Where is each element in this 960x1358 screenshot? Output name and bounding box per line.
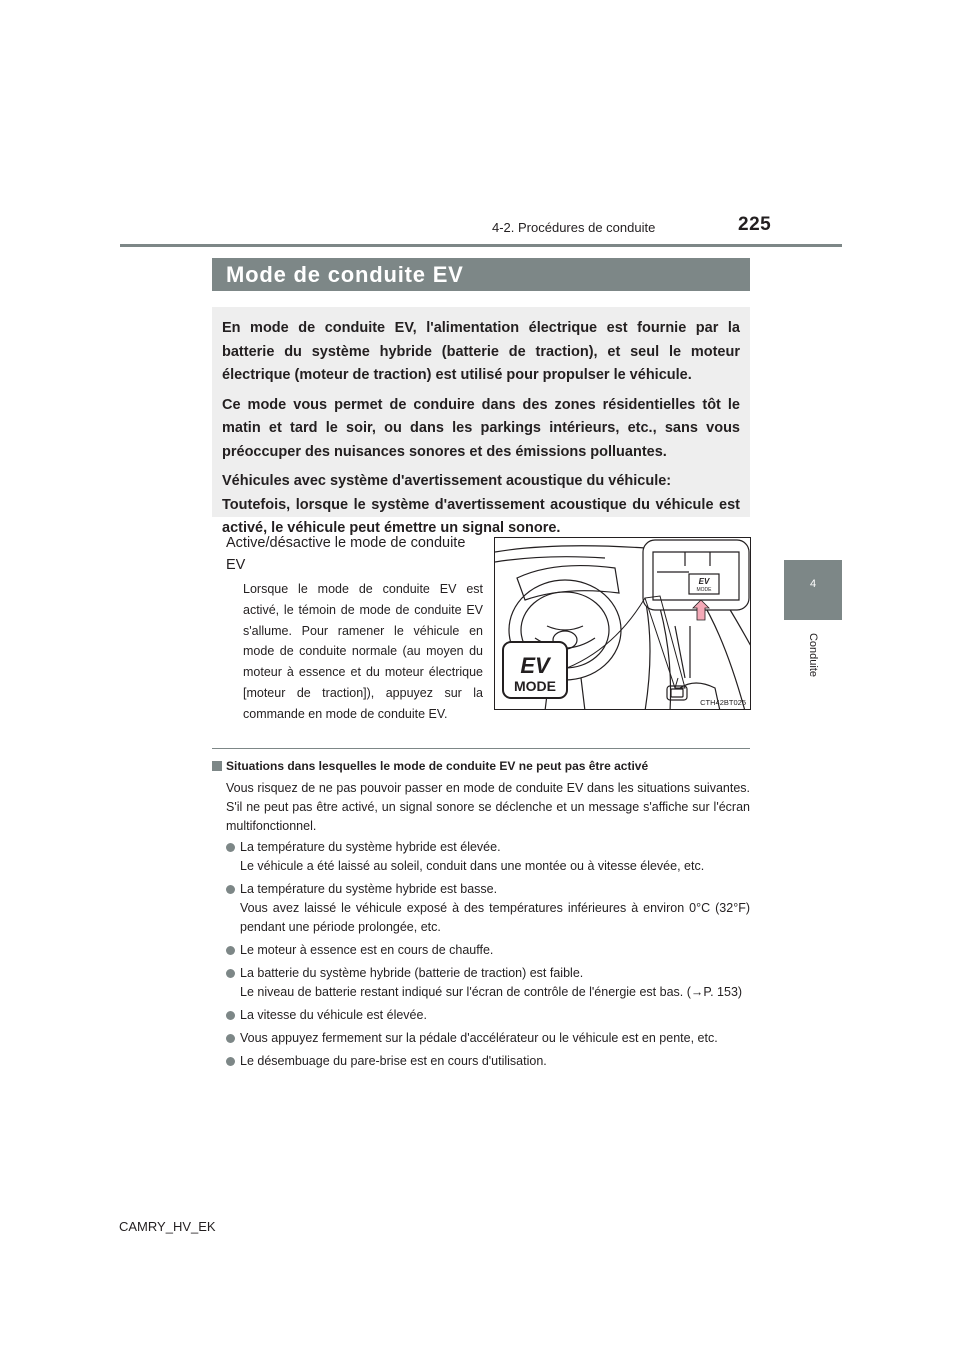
list-item: Le désembuage du pare-brise est en cours d'utilisation. [226,1052,750,1071]
intro-paragraph: En mode de conduite EV, l'alimentation électrique est fournie par la batterie du système hybride (batterie de traction), et seul le moteur électrique (moteur de traction) est utilisé pour propulser le véhicule. [222,320,740,383]
small-ev-text: EV [698,577,710,586]
chapter-tab-label: Conduite [806,632,819,678]
intro-condition: Véhicules avec système d'avertissement acoustique du véhicule: [222,473,672,489]
square-bullet-icon [212,761,222,771]
section-divider [212,748,750,749]
header-rule [120,244,842,247]
list-item: La batterie du système hybride (batterie de traction) est faible. Le niveau de batterie restant indiqué sur l'écran de contrôle de l'énergie est bas. (→P. 153) [226,964,750,1002]
situations-list [226,838,750,1075]
intro-paragraph: Ce mode vous permet de conduire dans des zones résidentielles tôt le matin et tard le soir, ou dans les parkings intérieurs, etc., sans vous préoccuper des nuisances sonores et des émissions polluantes. [222,396,740,460]
intro-paragraph: Toutefois, lorsque le système d'avertissement acoustique du véhicule est activé, le véhicule peut émettre un signal sonore. [222,496,740,536]
situations-intro: Vous risquez de ne pas pouvoir passer en mode de conduite EV dans les situations suivantes. S'il ne peut pas être activé, un signal sonore se déclenche et un message s'affiche sur l'écran multifonctionnel. [226,781,750,833]
control-title: Active/désactive le mode de conduite EV [226,535,466,573]
list-item: Vous appuyez fermement sur la pédale d'accélérateur ou le véhicule est en pente, etc. [226,1029,750,1048]
badge-mode-text: MODE [514,678,556,694]
list-item: La température du système hybride est basse. Vous avez laissé le véhicule exposé à des températures inférieures à environ 0°C (32°F) pendant une période prolongée, etc. [226,880,750,937]
list-item: La température du système hybride est élevée. Le véhicule a été laissé au soleil, conduit dans une montée ou à vitesse élevée, etc. [226,838,750,876]
badge-ev-text: EV [520,653,550,678]
section-header: 4-2. Procédures de conduite [492,220,656,235]
intro-box [212,307,750,536]
dashboard-drawing [495,538,751,710]
page-number: 225 [738,214,772,235]
situations-heading: Situations dans lesquelles le mode de conduite EV ne peut pas être activé [212,759,750,773]
ev-mode-switch-illustration [494,537,751,710]
figure-code: CTH42BT025 [700,698,746,707]
list-item: La vitesse du véhicule est élevée. [226,1006,750,1025]
chapter-tab-number: 4 [784,560,842,620]
page-title: Mode de conduite EV [212,258,750,291]
control-description: Lorsque le mode de conduite EV est activé, le témoin de mode de conduite EV s'allume. Pour ramener le véhicule en mode de conduite normale (au moyen du moteur à essence et du moteur électrique [moteur de traction]), appuyez sur la commande en mode de conduite EV. [243,582,483,721]
footer-model-code: CAMRY_HV_EK [119,1219,216,1234]
small-mode-text: MODE [696,587,712,593]
list-item: Le moteur à essence est en cours de chauffe. [226,941,750,960]
